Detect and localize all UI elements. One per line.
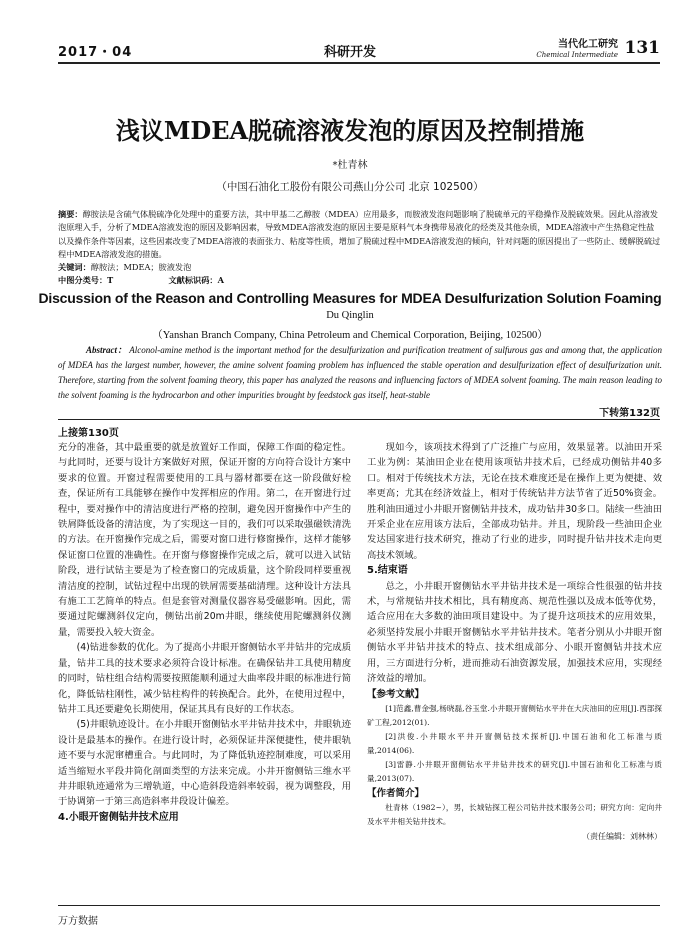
reference-item: [3]雷静.小井眼开窗侧钻水平井钻井技术的研究[J].中国石油和化工标准与质量,2013(07). <box>367 759 662 783</box>
english-author: Du Qinglin <box>326 310 374 321</box>
author-bio-heading: 【作者简介】 <box>367 787 425 799</box>
english-abstract <box>58 343 662 403</box>
body-paragraph: (4)钻进参数的优化。为了提高小井眼开窗侧钻水平井钻井的完成质量，钻井工具的技术要求必须符合设计标准。在确保钻井工具使用精度的同时，钻柱组合结构需要按照能顺利通过大曲率段井眼的标准进行简化，降低钻柱刚性，减少钻柱构件的转换配合。此外，在使用过程中，钻井工具还要避免长期使用，保证其具有良好的工作状态。 <box>58 642 351 715</box>
journal-name-cn: 当代化工研究 <box>558 39 618 50</box>
body-paragraph: 充分的准备，其中最重要的就是放置好工作面，保障工作面的稳定性。与此同时，还要与设计方案做好对照，保证开窗的方向符合设计方案中要求的位置。开窗过程需要使用的工具与器材都要在这一阶段做好检查，保证所有工具能够在操作中发挥相应的作用。第二，在开窗进行过程中，要对操作中的清洁度进行严格的控制，避免因开窗操作中产生的铁屑降低设备的清洁度，为了实现这一目的，我们可以采取强磁铁清洗的方法。在开窗操作完成之后，需要对窗口进行修窗操作，这样才能够保证窗口位置的准确性。在开窗与修窗操作完成之后，就可以进入试钻阶段，进行试钻主要是为了检查窗口的完成质量，这个阶段同样要重视清洁度的控制，试钻过程中出现的铁屑需要基础清理。这种设计方法具有施工工艺简单的特点。但是套管对测量仪器容易受磁影响。因此，需要通过陀螺测斜仪定向，侧钻出前20m井眼，继续使用陀螺测斜仪测量，需要投入较大资金。 <box>58 442 351 638</box>
english-abstract-text: Alconol-amine method is the important method for the desulfurization and purification treatment of sulfurous gas and among that, the application of MDEA has the largest number, however, the amine solvent foaming problem has influenced the stable operation and desulfurization effect of desulfurization unit. Therefore, starting from the solvent foaming theory, this paper has analyzed the reasons and influencing factors of MDEA solvent foaming. The main reason leading to the solvent foaming is the hydrocarbon and other impurities brought by feedstock gas itself, heat-stable <box>58 345 663 400</box>
english-title: Discussion of the Reason and Controlling Measures for MDEA Desulfurization Solution Foaming <box>38 290 662 306</box>
references-heading: 【参考文献】 <box>367 688 425 700</box>
page-number: 131 <box>624 38 660 58</box>
issue-number: 2017・04 <box>58 45 133 60</box>
reference-item: [2]洪俊.小井眼水平井开窗侧钻技术探析[J].中国石油和化工标准与质量,2014(06). <box>367 731 662 755</box>
abstract-label: 摘要： <box>58 209 83 219</box>
article-affiliation: （中国石油化工股份有限公司燕山分公司 北京 102500） <box>216 181 484 193</box>
doc-code-value: A <box>217 275 224 285</box>
abstract-text: 醇胺法是含硫气体脱硫净化处理中的重要方法，其中甲基二乙醇胺（MDEA）应用最多，而胺液发泡问题影响了脱硫单元的平稳操作及脱硫效果。因此从溶液发泡原理入手，分析了MDEA溶液发泡的原因及影响因素，导致MDEA溶液发泡的原因主要是原料气本身携带易液化的烃类及其他杂质，MDEA溶液中产生热稳定性盐以及操作条件等因素，这些因素改变了MDEA溶液的表面张力、粘度等性质，增加了脱硫过程中MDEA溶液发泡的倾向，针对问题的原因提出了一些防止、缓解脱硫过程中MDEA溶液发泡的措施。 <box>58 209 661 259</box>
section-heading: 4.小眼开窗侧钻井技术应用 <box>58 811 179 823</box>
keywords-label: 关键词： <box>58 262 91 272</box>
clc-value: T <box>107 275 114 285</box>
author-bio: 杜青林（1982~），男，长城钻探工程公司钻井技术服务公司；研究方向：定向井及水平井相关钻井技术。 <box>367 803 662 827</box>
keywords-text: 醇胺法；MDEA；胺液发泡 <box>90 262 192 272</box>
article-title: 浅议MDEA脱硫溶液发泡的原因及控制措施 <box>115 116 585 145</box>
section-name: 科研开发 <box>323 45 376 60</box>
english-abstract-label: Abstract： <box>86 345 127 355</box>
classification <box>58 274 662 287</box>
journal-name <box>536 39 618 60</box>
header-rule <box>58 62 660 64</box>
abstract-cn <box>58 208 662 261</box>
body-paragraph: 总之，小井眼开窗侧钻水平井钻井技术是一项综合性很强的钻井技术，与常规钻井技术相比，具有精度高、规范性强以及成本低等优势，适合应用在大多数的油田项目建设中。为了提升这项技术的应用效果，必须坚持发展小井眼开窗侧钻水平井钻井技术。笔者分别从小井眼开窗侧钻水平井钻井技术的特点、技术组成部分、小眼开窗侧钻井技术应用，三方面进行分析，进而推动石油资源发展，加强技术应用，实现经济效益的增加。 <box>367 580 662 685</box>
continued-to: 下转第132页 <box>599 408 660 419</box>
footer-source: 万方数据 <box>58 916 98 927</box>
body-paragraph: 现如今，该项技术得到了广泛推广与应用，效果显著。以油田开采工业为例：某油田企业在使用该项钻井技术后，已经成功侧钻井40多口。相对于传统技术方法，无论在技术难度还是在操作上更为便捷、效率更高；尤其在经济效益上，相对于传统钻井方法节省了近50%资金。胜利油田通过小井眼开窗侧钻井技术，成功钻井30多口。陆续一些油田开采企业在应用该方法后，全部成功钻井。并且，现阶段一些油田企业发达国家进行技术研究，推动了行业的进步，同时提升钻井技术走向更高技术领域。 <box>367 442 662 561</box>
reference-item: [1]范鑫,曹金强,杨晓磊,谷玉堂.小井眼开窗侧钻水平井在大庆油田的应用[J].西部探矿工程,2012(01). <box>367 703 662 727</box>
english-affiliation: （Yanshan Branch Company, China Petroleum and Chemical Corporation, Beijing, 102500） <box>152 330 548 341</box>
journal-name-en: Chemical Intermediate <box>536 51 618 59</box>
left-column <box>58 440 351 825</box>
section-heading: 5.结束语 <box>367 565 408 577</box>
clc-label: 中图分类号： <box>58 275 108 285</box>
body-paragraph: (5)井眼轨迹设计。在小井眼开窗侧钻水平井钻井技术中，井眼轨迹设计是最基本的操作。在进行设计时，必须保证井深便捷性，使井眼轨迹不要与水泥窜槽重合。与此同时，为了降低轨迹控制难度，可以采用适当缩短水平段井筒化剖面类型的方法来完成。小井开窗侧钻三维水平井井眼轨迹通常为三增轨道，中心造斜段造斜率较弱，视为调整段，用于协调第一于第三高造斜率井段设计偏差。 <box>58 719 351 808</box>
keywords <box>58 261 662 274</box>
footer-rule <box>58 905 660 906</box>
doc-code-label: 文献标识码： <box>168 275 218 285</box>
right-column <box>367 440 662 845</box>
abstract-rule <box>58 419 660 420</box>
editor-note: （责任编辑：刘林林） <box>582 832 662 842</box>
continued-from: 上接第130页 <box>58 428 119 439</box>
article-author: *杜青林 <box>332 160 368 171</box>
